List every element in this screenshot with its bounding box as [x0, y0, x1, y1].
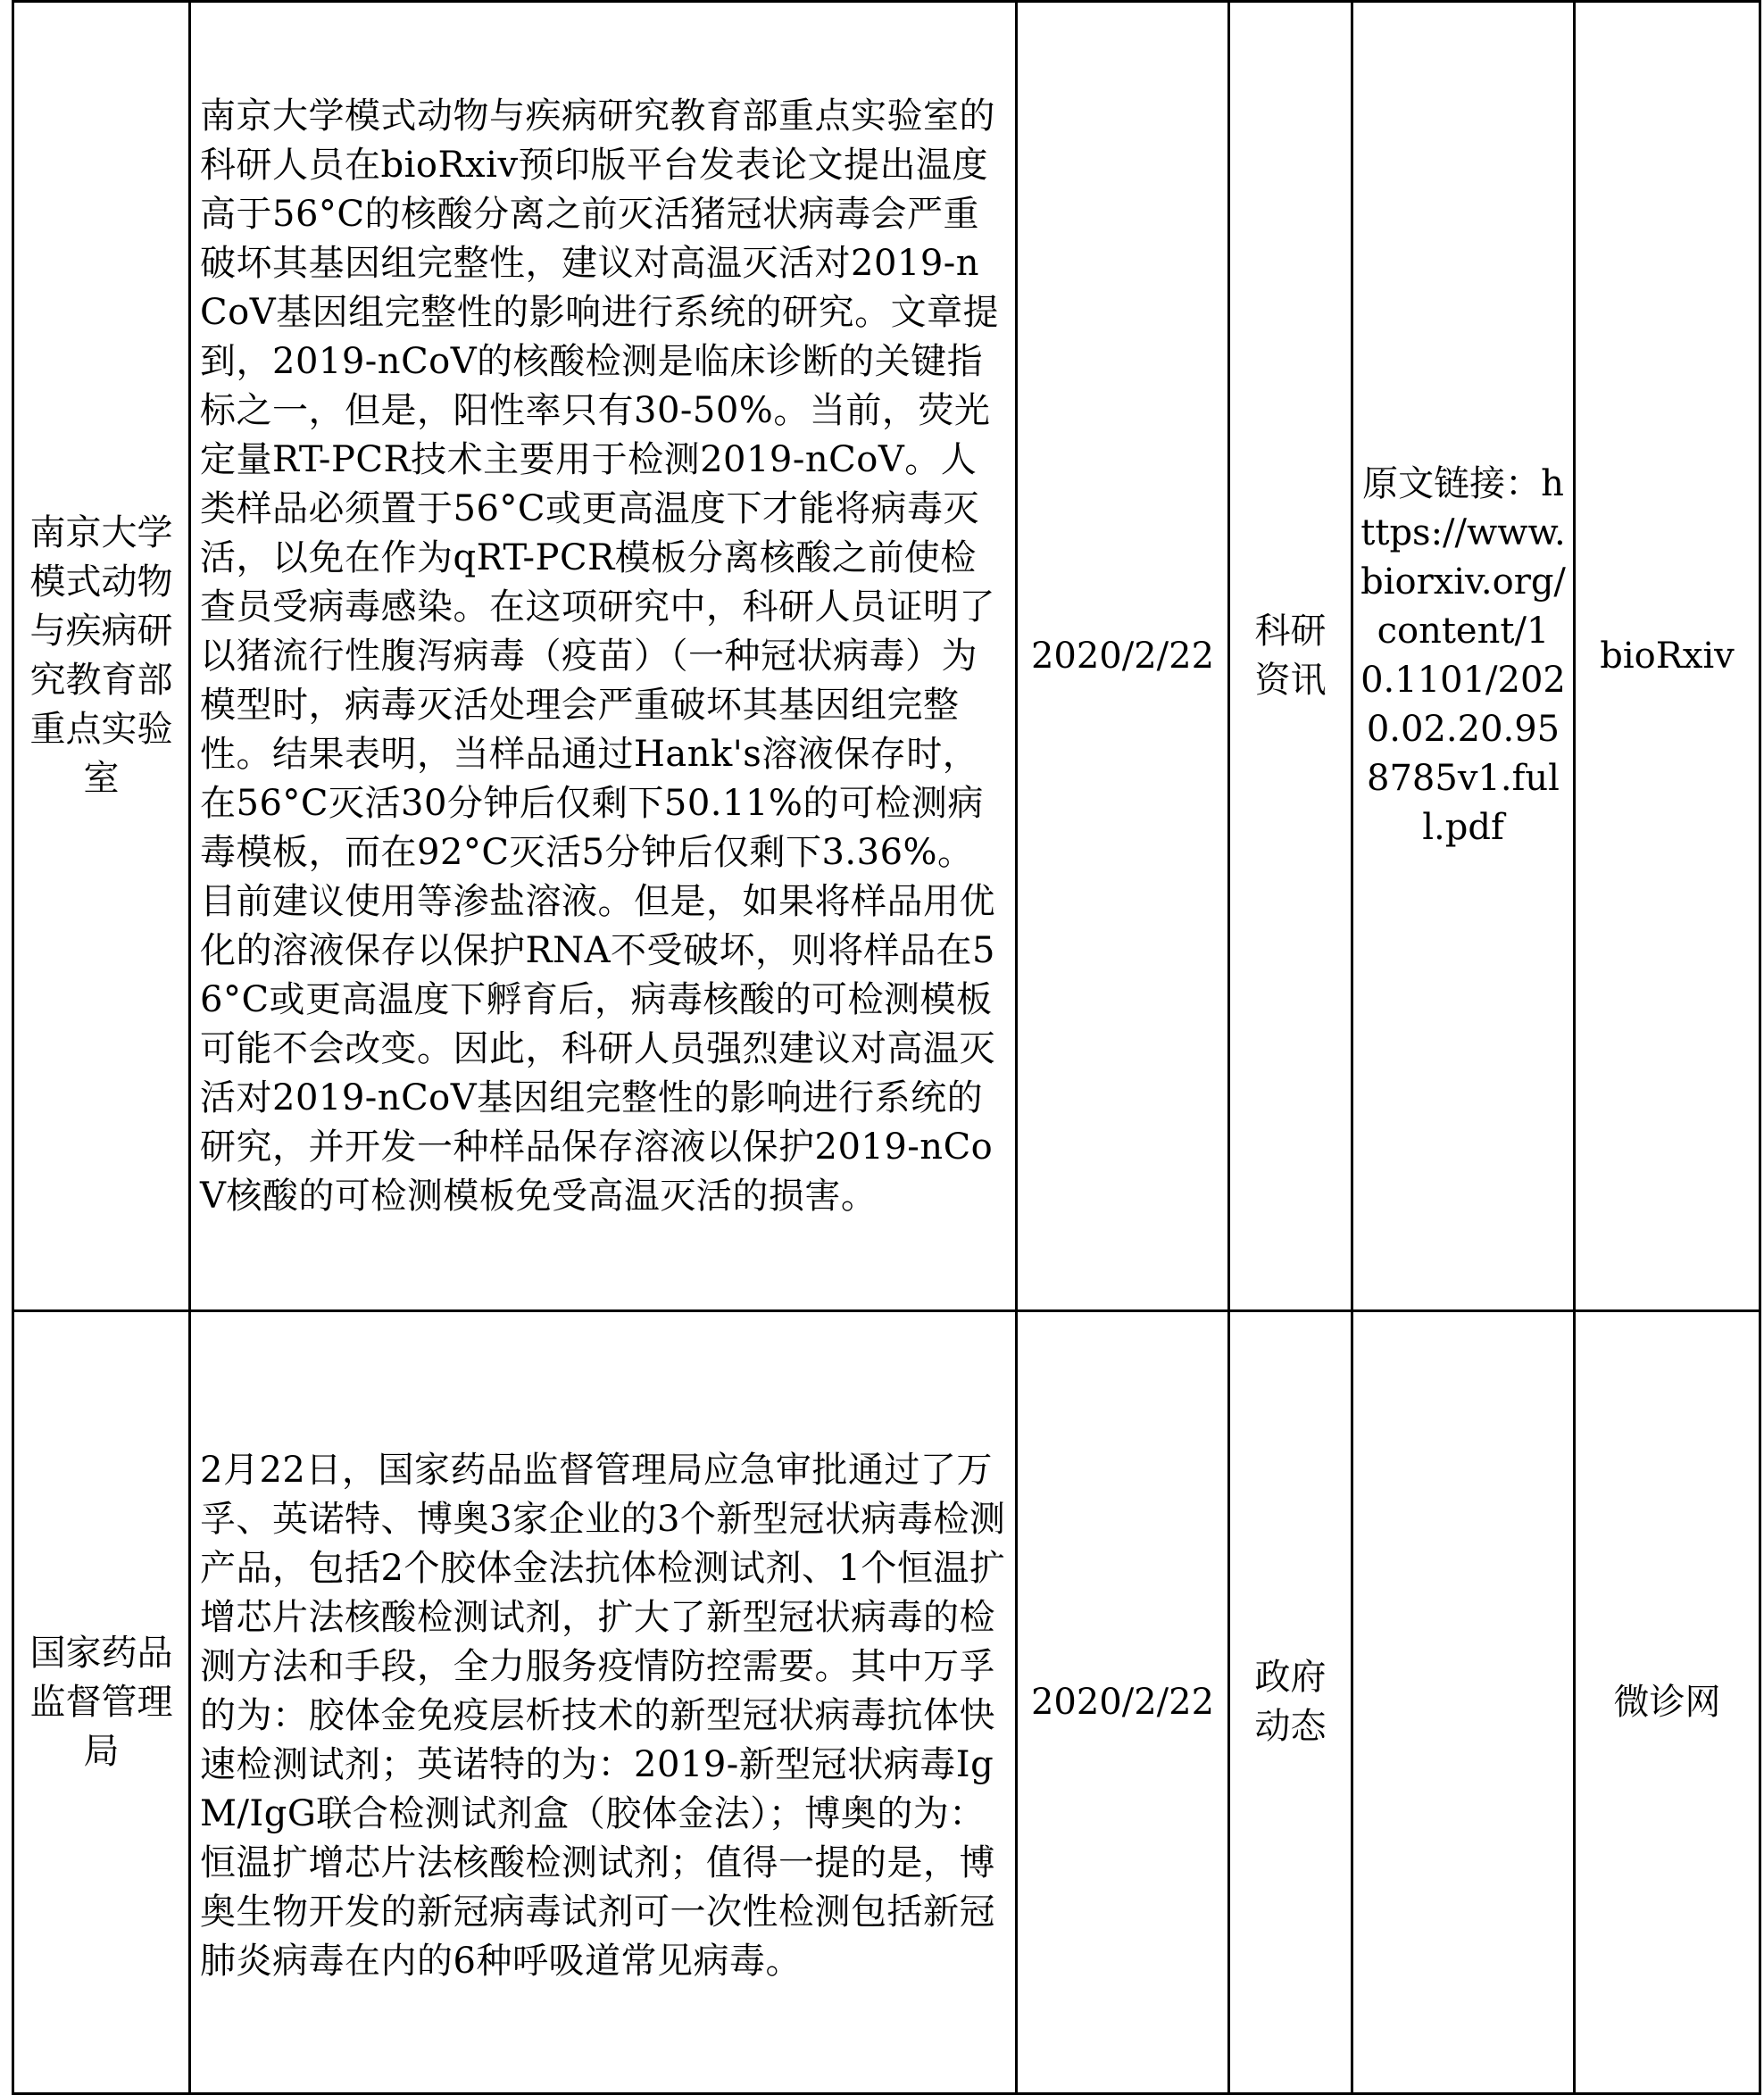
date-cell: 2020/2/22 [1017, 1311, 1229, 2094]
category-cell: 科研资讯 [1229, 2, 1352, 1311]
institution-cell: 国家药品监督管理局 [13, 1311, 190, 2094]
institution-cell: 南京大学模式动物与疾病研究教育部重点实验室 [13, 2, 190, 1311]
table-row [13, 1311, 1760, 2094]
link-cell[interactable]: 原文链接：https://www.biorxiv.org/content/10.1101/2020.02.20.958785v1.full.pdf [1352, 2, 1575, 1311]
link-cell [1352, 1311, 1575, 2094]
content-cell: 南京大学模式动物与疾病研究教育部重点实验室的科研人员在bioRxiv预印版平台发表论文提出温度高于56°C的核酸分离之前灭活猪冠状病毒会严重破坏其基因组完整性，建议对高温灭活对2019-nCoV基因组完整性的影响进行系统的研究。文章提到，2019-nCoV的核酸检测是临床诊断的关键指标之一，但是，阳性率只有30-50%。当前，荧光定量RT-PCR技术主要用于检测2019-nCoV。人类样品必须置于56°C或更高温度下才能将病毒灭活，以免在作为qRT-PCR模板分离核酸之前使检查员受病毒感染。在这项研究中，科研人员证明了以猪流行性腹泻病毒（疫苗）（一种冠状病毒）为模型时，病毒灭活处理会严重破坏其基因组完整性。结果表明，当样品通过Hank's溶液保存时，在56°C灭活30分钟后仅剩下50.11%的可检测病毒模板，而在92°C灭活5分钟后仅剩下3.36%。目前建议使用等渗盐溶液。但是，如果将样品用优化的溶液保存以保护RNA不受破坏，则将样品在56°C或更高温度下孵育后，病毒核酸的可检测模板可能不会改变。因此，科研人员强烈建议对高温灭活对2019-nCoV基因组完整性的影响进行系统的研究，并开发一种样品保存溶液以保护2019-nCoV核酸的可检测模板免受高温灭活的损害。 [190, 2, 1017, 1311]
date-cell: 2020/2/22 [1017, 2, 1229, 1311]
table-row [13, 2, 1760, 1311]
source-cell: bioRxiv [1575, 2, 1760, 1311]
category-cell: 政府动态 [1229, 1311, 1352, 2094]
content-cell: 2月22日，国家药品监督管理局应急审批通过了万孚、英诺特、博奥3家企业的3个新型冠状病毒检测产品，包括2个胶体金法抗体检测试剂、1个恒温扩增芯片法核酸检测试剂，扩大了新型冠状病毒的检测方法和手段，全力服务疫情防控需要。其中万孚的为：胶体金免疫层析技术的新型冠状病毒抗体快速检测试剂；英诺特的为：2019-新型冠状病毒IgM/IgG联合检测试剂盒（胶体金法）；博奥的为：恒温扩增芯片法核酸检测试剂；值得一提的是，博奥生物开发的新冠病毒试剂可一次性检测包括新冠肺炎病毒在内的6种呼吸道常见病毒。 [190, 1311, 1017, 2094]
news-table [12, 0, 1761, 2095]
source-cell: 微诊网 [1575, 1311, 1760, 2094]
